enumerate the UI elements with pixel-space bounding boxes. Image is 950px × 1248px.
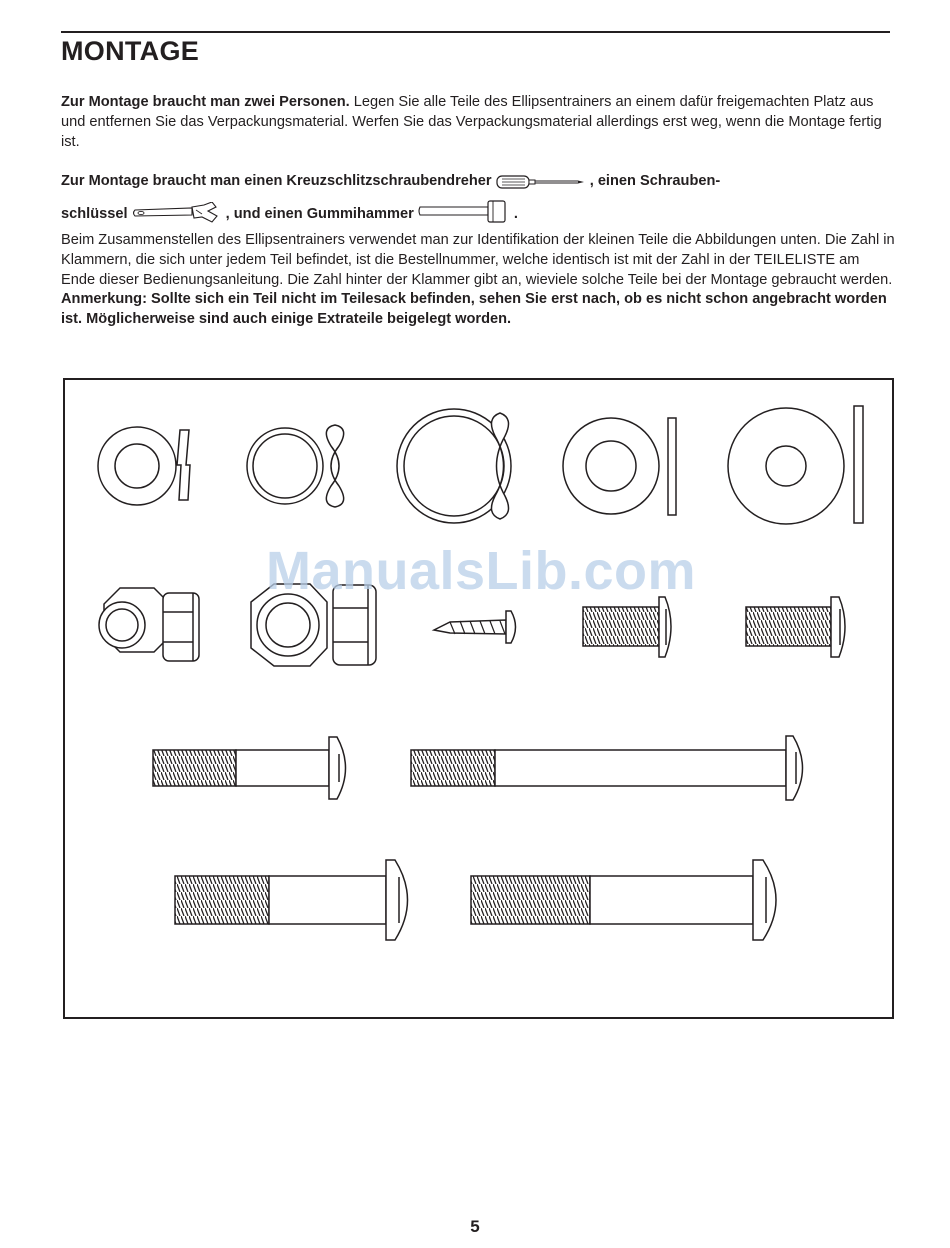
flat-washer-large [728, 406, 863, 524]
identification-text: Beim Zusammenstellen des Ellipsentrainers verwendet man zur Identifikation der kleinen Teile die Abbildungen unten. Die Zahl in Klammern, die sich unter jedem Teil befindet, ist die Bestellnummer, welche identisch ist mit der Zahl in der TEILELISTE am Ende dieser Bedienungsanleitung. Die Zahl hinter der Klammer gibt an, wieviele solche Teile bei der Montage gebraucht werden. [61, 232, 895, 288]
tools-text-4: , und einen Gummihammer [221, 205, 418, 222]
top-rule [61, 31, 890, 33]
split-lock-washer [98, 427, 190, 505]
button-head-bolt-medium [175, 860, 408, 940]
button-head-bolt-long [153, 737, 346, 799]
button-head-bolt-short-2 [746, 597, 845, 657]
identification-paragraph [61, 231, 896, 330]
rubber-mallet-icon [418, 198, 510, 231]
hardware-parts-drawing [65, 380, 892, 1017]
tools-text-3: schlüssel [61, 205, 132, 222]
tools-text-1: Zur Montage braucht man einen Kreuzschlitzschraubendreher [61, 173, 496, 189]
intro-text: Legen Sie alle Teile des Ellipsentrainers an einem dafür freigemachten Platz aus und entfernen Sie das Verpackungsmaterial. Werfen Sie das Verpackungsmaterial allerdings erst weg, wenn die Montage fertig ist. [61, 94, 882, 150]
page-number: 5 [470, 1217, 480, 1236]
wrench-icon [132, 202, 222, 231]
watermark-text: ManualsLib.com [266, 541, 697, 601]
identification-note: Anmerkung: Sollte sich ein Teil nicht im Teilesack befinden, sehen Sie erst nach, ob es nicht schon angebracht worden ist. Möglicherweise sind auch einige Extrateile beigelegt worden. [61, 291, 887, 328]
parts-illustration-box [63, 378, 894, 1019]
wave-washer-small [247, 425, 344, 507]
tools-text-5: . [509, 205, 518, 222]
button-head-bolt-extra-long [411, 736, 803, 800]
button-head-bolt-short [583, 597, 671, 657]
tools-text-2: , einen Schrauben- [585, 173, 721, 189]
sheet-metal-screw [434, 611, 516, 643]
flat-washer-medium [563, 418, 676, 515]
wave-washer-large [397, 409, 511, 523]
tools-paragraph [61, 172, 896, 231]
button-head-bolt-medium-2 [471, 860, 776, 940]
page-title: MONTAGE [61, 36, 200, 66]
screwdriver-icon [496, 173, 586, 198]
locknut-small [99, 588, 199, 661]
intro-paragraph [61, 93, 896, 152]
intro-bold: Zur Montage braucht man zwei Personen. [61, 94, 350, 110]
